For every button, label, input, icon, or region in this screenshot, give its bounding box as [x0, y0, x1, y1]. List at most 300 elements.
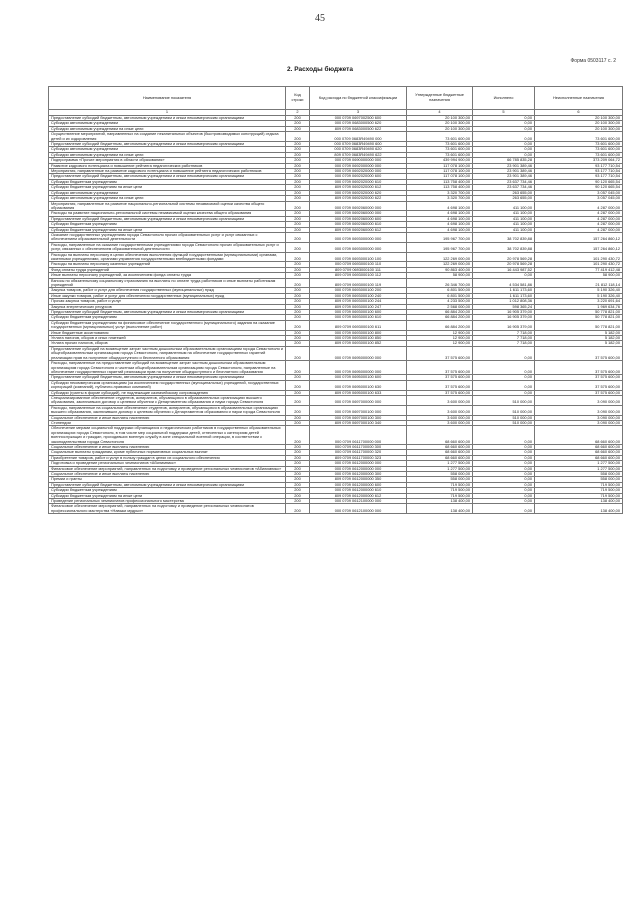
cell-classification: 809 0709 0683000500 622 — [310, 126, 407, 131]
section-title: 2. Расходы бюджета — [287, 66, 353, 73]
cell-approved: 12 900,00 — [407, 336, 473, 341]
cell-line-code: 200 — [286, 499, 310, 504]
cell-name: Предоставление субсидий бюджетным, автономным учреждениям и иным некоммерческим организациям — [49, 375, 286, 380]
cell-classification: 000 0709 0695000000 000 — [310, 361, 407, 375]
cell-name: Закупка энергетических ресурсов — [49, 304, 286, 309]
cell-approved: 66 884 200,00 — [407, 310, 473, 315]
cell-approved: 26 346 700,00 — [407, 278, 473, 288]
cell-name: Социальное обеспечение и иные выплаты населению — [49, 472, 286, 477]
cell-executed: 0,00 — [473, 121, 535, 126]
cell-name: Расходы, направленные на социальное обеспечение студентов, аспирантов, обучающихся в образовательных организациях высшего образования, заключивших договор о целевом обучении с Департаментом образования и науки города Севастополя — [49, 405, 286, 415]
cell-approved: 4 698 100,00 — [407, 222, 473, 227]
cell-name: Предоставление субсидий бюджетным, автономным учреждениям и иным некоммерческим организациям — [49, 216, 286, 221]
cell-classification: 000 0709 0697000100 300 — [310, 415, 407, 420]
cell-line-code: 200 — [286, 504, 310, 514]
cell-classification: 000 0709 0611700000 000 — [310, 426, 407, 445]
cell-classification: 000 0709 0612000000 600 — [310, 482, 407, 487]
cell-classification: 000 0709 0683000500 620 — [310, 121, 407, 126]
cell-classification: 000 0709 0697002500 600 — [310, 116, 407, 121]
cell-classification: 000 0709 0693000100 600 — [310, 310, 407, 315]
cell-line-code: 200 — [286, 336, 310, 341]
cell-classification: 000 0709 0693000100 850 — [310, 336, 407, 341]
column-number: 4 — [407, 110, 473, 116]
cell-name: Субсидии автономным учреждениям — [49, 121, 286, 126]
cell-line-code: 200 — [286, 320, 310, 330]
cell-line-code: 200 — [286, 222, 310, 227]
cell-classification: 809 0709 0692020000 612 — [310, 185, 407, 190]
cell-name: Проведение региональных чемпионатов профессионального мастерства — [49, 499, 286, 504]
cell-line-code: 200 — [286, 380, 310, 390]
cell-line-code: 200 — [286, 415, 310, 420]
cell-approved: 3 320 700,00 — [407, 196, 473, 201]
cell-line-code: 200 — [286, 190, 310, 195]
cell-approved: 12 900,00 — [407, 330, 473, 335]
column-number: 5 — [473, 110, 535, 116]
cell-name: Субсидии бюджетным учреждениям — [49, 315, 286, 320]
cell-name: Предоставление субсидий бюджетным, автономным учреждениям и иным некоммерческим организациям — [49, 142, 286, 147]
cell-line-code: 200 — [286, 299, 310, 304]
cell-executed: 38 702 839,88 — [473, 242, 535, 252]
cell-classification: 000 0709 0693000000 000 — [310, 232, 407, 242]
cell-line-code: 200 — [286, 174, 310, 179]
cell-name: Предоставление субсидий на возмещение затрат частным дошкольным образовательным организациям города Севастополя и общеобразовательным организациям города Севастополя, направленным на обеспечение государственных гарантий реализации прав на получение общедоступного и бесплатного образования — [49, 346, 286, 360]
cell-classification: 000 0709 0683R49490 600 — [310, 142, 407, 147]
cell-approved: 719 500,00 — [407, 488, 473, 493]
cell-approved: 90 863 400,00 — [407, 267, 473, 272]
cell-name: Предоставление субсидий бюджетным, автономным учреждениям и иным некоммерческим организациям — [49, 310, 286, 315]
cell-executed: 0,00 — [473, 455, 535, 460]
cell-remaining: 3 090 000,00 — [535, 405, 623, 415]
table-header-row — [49, 87, 623, 110]
cell-remaining: 558 000,00 — [535, 477, 623, 482]
cell-approved: 3 600 000,00 — [407, 415, 473, 420]
cell-name: Закупка товаров, работ и услуг для обеспечения государственных (муниципальных) нужд — [49, 288, 286, 293]
cell-executed: 0,00 — [473, 499, 535, 504]
cell-approved: 558 000,00 — [407, 472, 473, 477]
cell-classification: 000 0709 0695000100 630 — [310, 380, 407, 390]
cell-approved: 37 575 600,00 — [407, 380, 473, 390]
cell-classification: 000 0709 0692000000 000 — [310, 163, 407, 168]
cell-remaining: 5 190 326,40 — [535, 288, 623, 293]
cell-executed: 1 611 173,60 — [473, 293, 535, 298]
cell-executed: 23 901 389,46 — [473, 174, 535, 179]
cell-remaining: 37 575 600,00 — [535, 375, 623, 380]
cell-executed: 0,00 — [473, 346, 535, 360]
cell-approved: 3 600 000,00 — [407, 405, 473, 415]
cell-approved: 719 500,00 — [407, 482, 473, 487]
cell-line-code: 200 — [286, 262, 310, 267]
cell-remaining: 3 090 000,00 — [535, 420, 623, 425]
cell-executed: 598 365,24 — [473, 304, 535, 309]
cell-line-code: 200 — [286, 288, 310, 293]
cell-line-code: 200 — [286, 163, 310, 168]
cell-line-code: 200 — [286, 232, 310, 242]
cell-name: Расходы на выплаты персоналу в целях обеспечения выполнения функций государственными (муниципальными) органами, казенными учреждениями, органами управления государственными внебюджетными фондами — [49, 252, 286, 262]
cell-executed: 0,00 — [473, 273, 535, 278]
header-executed: Исполнено — [473, 87, 535, 110]
cell-executed: 263 655,00 — [473, 190, 535, 195]
cell-remaining: 68 660 600,00 — [535, 445, 623, 450]
table-row — [49, 232, 623, 242]
cell-classification: 000 0709 0693000100 240 — [310, 293, 407, 298]
cell-name: Социальное обеспечение и иные выплаты населению — [49, 445, 286, 450]
cell-executed: 0,00 — [473, 361, 535, 375]
cell-approved: 138 400,00 — [407, 499, 473, 504]
cell-name: Иные бюджетные ассигнования — [49, 330, 286, 335]
cell-approved: 73 601 600,00 — [407, 142, 473, 147]
cell-executed: 16 905 379,00 — [473, 315, 535, 320]
cell-approved: 122 269 000,00 — [407, 262, 473, 267]
cell-name: Субсидии автономным учреждениям — [49, 190, 286, 195]
cell-classification: 809 0709 0693000100 247 — [310, 304, 407, 309]
cell-approved: 195 967 700,00 — [407, 232, 473, 242]
cell-line-code: 200 — [286, 158, 310, 163]
cell-classification: 000 0709 0692060000 610 — [310, 222, 407, 227]
cell-executed: 16 905 379,00 — [473, 310, 535, 315]
cell-remaining: 77 419 412,48 — [535, 267, 623, 272]
cell-line-code: 200 — [286, 152, 310, 157]
cell-executed: 0,00 — [473, 126, 535, 131]
cell-classification: 809 0709 0611700000 323 — [310, 455, 407, 460]
cell-approved: 1 277 500,00 — [407, 466, 473, 471]
cell-executed: 0,00 — [473, 504, 535, 514]
header-name: Наименование показателя — [49, 87, 286, 110]
table-row — [49, 242, 623, 252]
cell-approved: 37 575 600,00 — [407, 346, 473, 360]
cell-remaining: 4 287 000,00 — [535, 201, 623, 211]
cell-classification: 000 0709 0612000000 000 — [310, 461, 407, 466]
cell-approved: 138 400,00 — [407, 504, 473, 514]
cell-name: Субсидии бюджетным учреждениям — [49, 488, 286, 493]
cell-line-code: 200 — [286, 121, 310, 126]
cell-classification: 809 0709 0683R49490 622 — [310, 152, 407, 157]
cell-classification: 000 0709 0692060000 000 — [310, 211, 407, 216]
cell-classification: 000 0709 0693000100 110 — [310, 262, 407, 267]
cell-approved: 73 601 600,00 — [407, 147, 473, 152]
table-row — [49, 395, 623, 405]
cell-approved: 20 100 300,00 — [407, 126, 473, 131]
cell-executed: 0,00 — [473, 142, 535, 147]
header-line-code: Код строки — [286, 87, 310, 110]
cell-classification: 000 0709 0611700000 300 — [310, 445, 407, 450]
cell-name: Приобретение товаров, работ и услуг в пользу граждан в целях их социального обеспечения — [49, 455, 286, 460]
cell-line-code: 200 — [286, 132, 310, 142]
cell-approved: 20 100 300,00 — [407, 116, 473, 121]
cell-line-code: 200 — [286, 293, 310, 298]
cell-remaining: 37 575 600,00 — [535, 390, 623, 395]
cell-classification: 000 0709 0612100000 000 — [310, 504, 407, 514]
cell-remaining: 558 000,00 — [535, 472, 623, 477]
cell-line-code: 200 — [286, 310, 310, 315]
cell-approved: 4 698 100,00 — [407, 211, 473, 216]
cell-classification: 000 0709 0692020000 620 — [310, 190, 407, 195]
cell-classification: 000 0709 0692020000 000 — [310, 169, 407, 174]
cell-remaining: 3 090 000,00 — [535, 395, 623, 405]
cell-line-code: 200 — [286, 201, 310, 211]
cell-remaining: 93 177 710,54 — [535, 174, 623, 179]
header-approved: Утвержденные бюджетные назначения — [407, 87, 473, 110]
cell-name: Субсидии некоммерческим организациям (за исключением государственных (муниципальных) учреждений, государственных корпораций (компаний), публично-правовых компаний) — [49, 380, 286, 390]
cell-classification: 000 0709 0683R49490 620 — [310, 147, 407, 152]
cell-line-code: 200 — [286, 315, 310, 320]
cell-remaining: 37 575 600,00 — [535, 361, 623, 375]
cell-classification: 809 0709 0612000000 612 — [310, 493, 407, 498]
cell-executed: 510 000,00 — [473, 395, 535, 405]
cell-executed: 0,00 — [473, 380, 535, 390]
cell-executed: 0,00 — [473, 445, 535, 450]
cell-line-code: 200 — [286, 426, 310, 445]
cell-remaining: 138 400,00 — [535, 499, 623, 504]
cell-approved: 6 801 500,00 — [407, 293, 473, 298]
cell-executed: 7 718,00 — [473, 330, 535, 335]
cell-name: Мероприятия, направленные на развитие национально-региональной системы независимой оценки качества общего образования — [49, 201, 286, 211]
cell-remaining: 50 778 821,00 — [535, 320, 623, 330]
cell-remaining: 93 177 710,54 — [535, 169, 623, 174]
cell-classification: 000 0709 0693000100 800 — [310, 330, 407, 335]
cell-remaining: 90 120 665,54 — [535, 179, 623, 184]
cell-remaining: 90 120 665,54 — [535, 185, 623, 190]
cell-executed: 0,00 — [473, 461, 535, 466]
form-code: Форма 0503117 с. 2 — [570, 58, 616, 64]
cell-remaining: 157 264 860,12 — [535, 232, 623, 242]
cell-classification: 000 0709 0690000000 000 — [310, 158, 407, 163]
cell-approved: 3 600 000,00 — [407, 420, 473, 425]
cell-name: Уплата налогов, сборов и иных платежей — [49, 336, 286, 341]
cell-name: Подпрограмма «Прочие мероприятия в области образования» — [49, 158, 286, 163]
header-classification: Код расхода по бюджетной классификации — [310, 87, 407, 110]
cell-name: Субсидии бюджетным учреждениям — [49, 179, 286, 184]
cell-name: Субсидии бюджетным учреждениям — [49, 222, 286, 227]
cell-classification: 000 0709 0612100000 000 — [310, 499, 407, 504]
cell-name: Субсидии бюджетным учреждениям на иные цели — [49, 185, 286, 190]
cell-name: Мероприятия, направленные на развитие кадрового потенциала и повышение рейтинга педагогических работников — [49, 169, 286, 174]
cell-approved: 37 575 600,00 — [407, 375, 473, 380]
cell-classification: 000 0709 0693000100 610 — [310, 315, 407, 320]
cell-executed: 0,00 — [473, 482, 535, 487]
cell-approved: 12 900,00 — [407, 341, 473, 346]
cell-name: Социальное обеспечение и иные выплаты населению — [49, 415, 286, 420]
cell-name: Уплата прочих налогов, сборов — [49, 341, 286, 346]
cell-line-code: 200 — [286, 185, 310, 190]
cell-approved: 66 884 200,00 — [407, 315, 473, 320]
cell-name: Субсидии бюджетным учреждениям на финансовое обеспечение государственного (муниципального) задания на оказание государственных (муниципальных) услуг (выполнение работ) — [49, 320, 286, 330]
cell-executed: 1 611 173,60 — [473, 288, 535, 293]
cell-approved: 2 568 000,00 — [407, 304, 473, 309]
cell-name: Стипендии — [49, 420, 286, 425]
cell-classification: 000 0709 0695000100 600 — [310, 375, 407, 380]
cell-executed: 1 012 808,36 — [473, 299, 535, 304]
cell-name: Расходы на развитие национально-региональной системы независимой оценки качества общего образования — [49, 211, 286, 216]
cell-executed: 0,00 — [473, 116, 535, 121]
cell-executed: 20 978 569,28 — [473, 252, 535, 262]
cell-line-code: 200 — [286, 278, 310, 288]
cell-approved: 37 575 600,00 — [407, 361, 473, 375]
cell-approved: 20 100 300,00 — [407, 121, 473, 126]
cell-line-code: 200 — [286, 242, 310, 252]
cell-remaining: 5 182,00 — [535, 336, 623, 341]
cell-approved: 113 758 400,00 — [407, 179, 473, 184]
cell-classification: 000 0709 0692060000 600 — [310, 216, 407, 221]
cell-remaining: 1 277 500,00 — [535, 466, 623, 471]
cell-line-code: 200 — [286, 472, 310, 477]
cell-approved: 68 660 600,00 — [407, 450, 473, 455]
cell-line-code: 200 — [286, 211, 310, 216]
cell-approved: 117 078 100,00 — [407, 174, 473, 179]
cell-name: Финансовое обеспечение мероприятий, направленных на подготовку и проведение региональных чемпионатов «Абилимпикс» — [49, 466, 286, 471]
cell-approved: 117 078 100,00 — [407, 169, 473, 174]
cell-approved: 122 269 000,00 — [407, 252, 473, 262]
cell-approved: 113 758 400,00 — [407, 185, 473, 190]
cell-line-code: 200 — [286, 147, 310, 152]
cell-remaining: 5 190 326,40 — [535, 293, 623, 298]
cell-remaining: 4 287 000,00 — [535, 227, 623, 232]
cell-executed: 23 637 734,46 — [473, 185, 535, 190]
cell-remaining: 58 900,00 — [535, 273, 623, 278]
table-row — [49, 426, 623, 445]
cell-remaining: 68 660 600,00 — [535, 455, 623, 460]
cell-remaining: 37 575 600,00 — [535, 380, 623, 390]
cell-approved: 3 320 700,00 — [407, 190, 473, 195]
cell-remaining: 4 287 000,00 — [535, 222, 623, 227]
cell-approved: 4 698 100,00 — [407, 216, 473, 221]
cell-line-code: 200 — [286, 116, 310, 121]
cell-name: Предоставление субсидий бюджетным, автономным учреждениям и иным некоммерческим организациям — [49, 174, 286, 179]
cell-remaining: 68 660 600,00 — [535, 426, 623, 445]
cell-line-code: 200 — [286, 273, 310, 278]
cell-remaining: 3 057 045,00 — [535, 190, 623, 195]
cell-name: Субсидии (гранты в форме субсидий), не подлежащие казначейскому сопровождению — [49, 390, 286, 395]
cell-line-code: 200 — [286, 405, 310, 415]
cell-remaining: 1 969 634,76 — [535, 304, 623, 309]
cell-classification: 809 0709 0693000100 119 — [310, 278, 407, 288]
cell-remaining: 93 177 710,54 — [535, 163, 623, 168]
cell-executed: 0,00 — [473, 493, 535, 498]
cell-executed: 23 901 389,46 — [473, 163, 535, 168]
cell-executed: 510 000,00 — [473, 405, 535, 415]
cell-line-code: 200 — [286, 482, 310, 487]
cell-classification: 809 0709 0692020000 622 — [310, 196, 407, 201]
header-remaining: Неисполненные назначения — [535, 87, 623, 110]
cell-line-code: 200 — [286, 390, 310, 395]
cell-classification: 000 0709 0612000000 610 — [310, 488, 407, 493]
cell-remaining: 73 601 600,00 — [535, 152, 623, 157]
cell-name: Субсидии автономным учреждениям на иные цели — [49, 196, 286, 201]
cell-name: Развитие кадрового потенциала и повышение рейтинга педагогических работников — [49, 163, 286, 168]
cell-line-code: 200 — [286, 445, 310, 450]
cell-classification: 000 0709 0612000000 000 — [310, 466, 407, 471]
cell-remaining: 5 182,00 — [535, 341, 623, 346]
cell-name: Субсидии бюджетным учреждениям на иные цели — [49, 493, 286, 498]
cell-executed: 263 655,00 — [473, 196, 535, 201]
table-row — [49, 278, 623, 288]
cell-classification: 000 0709 0692060000 000 — [310, 201, 407, 211]
cell-line-code: 200 — [286, 341, 310, 346]
cell-remaining: 50 778 821,00 — [535, 315, 623, 320]
cell-line-code: 200 — [286, 227, 310, 232]
column-number: 2 — [286, 110, 310, 116]
cell-executed: 66 785 835,28 — [473, 158, 535, 163]
cell-executed: 0,00 — [473, 450, 535, 455]
cell-classification: 000 0709 0692020000 610 — [310, 179, 407, 184]
cell-classification: 809 0709 0693000100 111 — [310, 267, 407, 272]
cell-name: Иные выплаты персоналу учреждений, за исключением фонда оплаты труда — [49, 273, 286, 278]
table-row — [49, 132, 623, 142]
cell-name: Премии и гранты — [49, 477, 286, 482]
cell-name: Фонд оплаты труда учреждений — [49, 267, 286, 272]
cell-remaining: 68 660 600,00 — [535, 450, 623, 455]
table-row — [49, 346, 623, 360]
cell-executed: 0,00 — [473, 132, 535, 142]
cell-executed: 0,00 — [473, 472, 535, 477]
cell-executed: 16 443 987,52 — [473, 267, 535, 272]
cell-approved: 58 900,00 — [407, 273, 473, 278]
cell-executed: 20 978 569,28 — [473, 262, 535, 267]
cell-remaining: 50 778 821,00 — [535, 310, 623, 315]
cell-name: Оказание государственных учреждениям города Севастополя прочих образовательных услуг и услуг связанных с обеспечением образовательной деятельности — [49, 232, 286, 242]
cell-executed: 0,00 — [473, 390, 535, 395]
cell-approved: 195 967 700,00 — [407, 242, 473, 252]
cell-approved: 73 601 600,00 — [407, 132, 473, 142]
cell-executed: 0,00 — [473, 375, 535, 380]
cell-remaining: 719 500,00 — [535, 488, 623, 493]
cell-approved: 37 575 600,00 — [407, 390, 473, 395]
cell-name: Социальные выплаты гражданам, кроме публичных нормативных социальных выплат — [49, 450, 286, 455]
cell-line-code: 200 — [286, 488, 310, 493]
cell-approved: 68 660 600,00 — [407, 426, 473, 445]
table-body — [49, 116, 623, 514]
cell-executed: 23 901 389,46 — [473, 169, 535, 174]
cell-line-code: 200 — [286, 142, 310, 147]
cell-approved: 117 078 100,00 — [407, 163, 473, 168]
cell-name: Подготовка и проведение региональных чемпионатов «Абилимпикс» — [49, 461, 286, 466]
cell-name: Субсидии автономным учреждениям на иные цели — [49, 152, 286, 157]
table-row — [49, 201, 623, 211]
cell-classification: 809 0709 0695000100 633 — [310, 390, 407, 395]
cell-line-code: 200 — [286, 450, 310, 455]
cell-classification: 000 0709 0693000000 000 — [310, 242, 407, 252]
cell-name: Предоставление субсидий бюджетным, автономным учреждениям и иным некоммерческим организациям — [49, 482, 286, 487]
cell-name: Специализированное обеспечение студентов, аспирантов, обучающихся в образовательных организациях высшего образования, заключивших договор о целевом обучении с Департаментом образования и науки города Севастополя — [49, 395, 286, 405]
cell-executed: 16 905 379,00 — [473, 320, 535, 330]
cell-approved: 66 884 200,00 — [407, 320, 473, 330]
cell-approved: 68 660 600,00 — [407, 445, 473, 450]
cell-name: Взносы по обязательному социальному страхованию на выплаты по оплате труда работников и иные выплаты работникам учреждений — [49, 278, 286, 288]
cell-remaining: 37 575 600,00 — [535, 346, 623, 360]
cell-line-code: 200 — [286, 267, 310, 272]
cell-approved: 3 600 000,00 — [407, 395, 473, 405]
cell-executed: 411 100,00 — [473, 211, 535, 216]
cell-line-code: 200 — [286, 252, 310, 262]
cell-approved: 439 994 900,00 — [407, 158, 473, 163]
cell-remaining: 3 057 045,00 — [535, 196, 623, 201]
cell-remaining: 157 264 860,12 — [535, 242, 623, 252]
cell-name: Субсидии автономным учреждениям на иные цели — [49, 126, 286, 131]
cell-classification: 000 0709 0611700000 320 — [310, 450, 407, 455]
cell-approved: 4 698 100,00 — [407, 201, 473, 211]
cell-remaining: 20 100 300,00 — [535, 116, 623, 121]
cell-remaining: 73 601 600,00 — [535, 147, 623, 152]
cell-line-code: 200 — [286, 179, 310, 184]
cell-line-code: 200 — [286, 361, 310, 375]
cell-line-code: 200 — [286, 346, 310, 360]
cell-name: Расходы, направленные на оказание государственными учреждениями города Севастополя прочих образовательных услуг и услуг, связанных с обеспечением образовательной деятельности — [49, 242, 286, 252]
cell-executed: 510 000,00 — [473, 415, 535, 420]
cell-line-code: 200 — [286, 466, 310, 471]
cell-remaining: 20 100 300,00 — [535, 126, 623, 131]
cell-approved: 719 500,00 — [407, 493, 473, 498]
cell-remaining: 719 500,00 — [535, 482, 623, 487]
cell-remaining: 3 090 000,00 — [535, 415, 623, 420]
